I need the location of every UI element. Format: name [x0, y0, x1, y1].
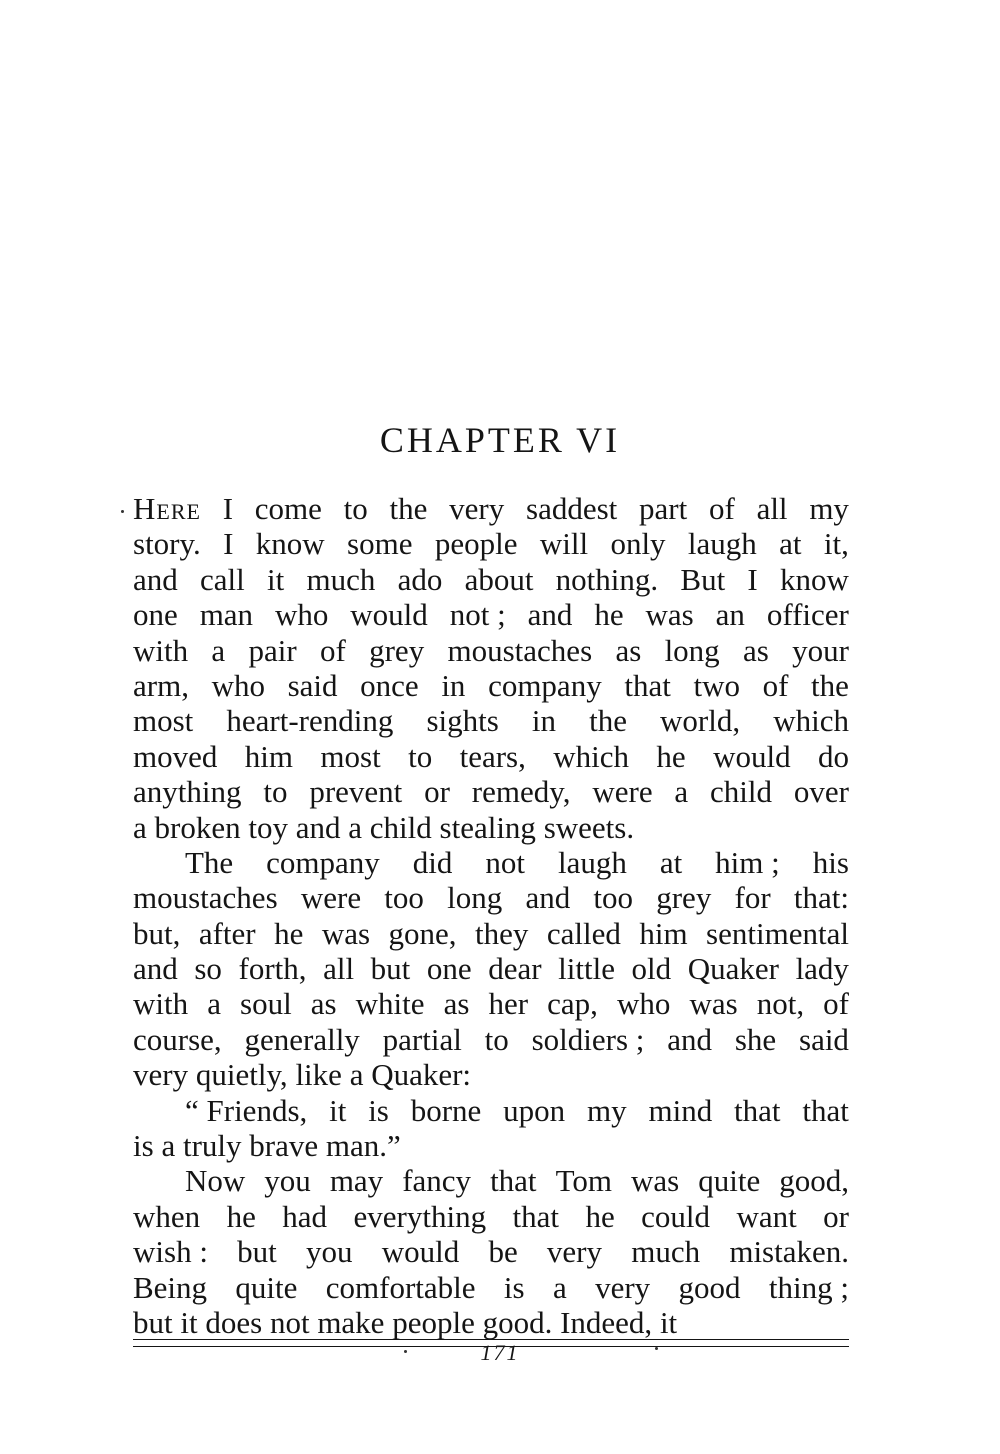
- word: who: [211, 667, 265, 703]
- word: he: [594, 597, 624, 633]
- lead-word: Here: [133, 491, 201, 526]
- word: he: [656, 738, 686, 774]
- word: as: [742, 632, 769, 668]
- word: much: [306, 561, 376, 597]
- word: Quaker:: [371, 1057, 472, 1093]
- word: the: [389, 491, 428, 526]
- word: part: [639, 491, 688, 526]
- word: ado: [397, 561, 443, 597]
- word: my: [809, 491, 849, 526]
- text-line: [133, 1199, 849, 1234]
- text-line: [133, 1234, 849, 1269]
- word: is: [133, 1128, 154, 1164]
- word: very: [133, 1057, 189, 1093]
- word: most: [320, 738, 381, 774]
- word: would: [350, 597, 428, 633]
- word: thing ;: [768, 1269, 849, 1305]
- word: was: [689, 986, 738, 1022]
- page-number: 171: [480, 1340, 520, 1365]
- word: I: [222, 491, 234, 526]
- word: nothing.: [555, 561, 659, 597]
- word: were: [592, 774, 653, 810]
- word: could: [641, 1198, 711, 1234]
- word: but: [370, 951, 411, 987]
- word: my: [587, 1092, 627, 1128]
- word: or: [424, 774, 450, 810]
- text-line: [133, 810, 849, 845]
- word: a: [161, 1128, 176, 1164]
- word: only: [610, 526, 666, 562]
- word: and: [133, 951, 178, 987]
- word: or: [823, 1198, 849, 1234]
- word: people: [434, 526, 518, 562]
- word: moustaches: [447, 632, 593, 668]
- word: grey: [656, 880, 712, 916]
- word: an: [715, 597, 745, 633]
- word: will: [539, 526, 589, 562]
- word: generally: [244, 1021, 360, 1057]
- text-line: [133, 1128, 849, 1163]
- text-line: [133, 1163, 849, 1198]
- word: remedy,: [471, 774, 571, 810]
- word: would: [713, 738, 791, 774]
- word: it,: [823, 526, 849, 562]
- word: very: [546, 1234, 603, 1270]
- word: everything: [353, 1198, 487, 1234]
- word: that: [490, 1163, 537, 1199]
- word: good,: [779, 1163, 849, 1199]
- word: not: [269, 1304, 310, 1340]
- word: said: [799, 1021, 849, 1057]
- text-line: [133, 916, 849, 951]
- word: the: [811, 667, 849, 703]
- word: for: [734, 880, 771, 916]
- word: little: [558, 951, 615, 987]
- word: soul: [240, 986, 292, 1022]
- word: she: [734, 1021, 777, 1057]
- word: a: [674, 774, 689, 810]
- word: long: [664, 632, 720, 668]
- word: so: [194, 951, 222, 987]
- word: the: [589, 703, 627, 739]
- word: that: [734, 1092, 781, 1128]
- word: know: [779, 561, 849, 597]
- word: and: [133, 561, 178, 597]
- word: when: [133, 1198, 201, 1234]
- word: Quaker: [687, 951, 779, 987]
- word: in: [531, 703, 556, 739]
- word: that: [512, 1198, 560, 1234]
- word: quietly,: [195, 1057, 288, 1093]
- word: some: [347, 526, 413, 562]
- word: is: [368, 1092, 389, 1128]
- word: not ;: [449, 597, 506, 633]
- word: know: [255, 526, 325, 562]
- word: story.: [133, 526, 201, 562]
- word: him ;: [715, 844, 780, 880]
- word: people: [392, 1304, 475, 1340]
- word: Indeed,: [560, 1304, 653, 1340]
- word: brave: [249, 1128, 319, 1164]
- word: make: [317, 1304, 385, 1340]
- word: tears,: [459, 738, 526, 774]
- word: two: [693, 667, 740, 703]
- word: officer: [766, 597, 849, 633]
- word: after: [198, 915, 256, 951]
- word: be: [488, 1234, 518, 1270]
- word: I: [747, 561, 758, 597]
- word: Now: [185, 1163, 246, 1199]
- word: is: [503, 1269, 525, 1305]
- word: long: [447, 880, 503, 916]
- word: saddest: [526, 491, 618, 526]
- word: at: [659, 844, 683, 880]
- word: one: [426, 951, 472, 987]
- word: sentimental: [706, 915, 849, 951]
- word: quite: [235, 1269, 298, 1305]
- word: it: [180, 1304, 198, 1340]
- word: called: [546, 915, 621, 951]
- word: and: [527, 597, 573, 633]
- word: Tom: [555, 1163, 612, 1199]
- word: too: [384, 880, 424, 916]
- text-line: [133, 1093, 849, 1128]
- word: do: [817, 738, 849, 774]
- word: fancy: [402, 1163, 472, 1199]
- word: anything: [133, 774, 242, 810]
- word: he: [226, 1198, 256, 1234]
- word: good: [678, 1269, 741, 1305]
- word: much: [631, 1234, 701, 1270]
- word: of: [708, 491, 735, 526]
- word: not,: [756, 986, 805, 1022]
- word: borne: [410, 1092, 482, 1128]
- word: to: [343, 491, 368, 526]
- word: they: [475, 915, 529, 951]
- word: did: [412, 844, 453, 880]
- word: I: [223, 526, 234, 562]
- word: very: [595, 1269, 651, 1305]
- word: not: [485, 844, 525, 880]
- word: were: [300, 880, 362, 916]
- word: toy: [248, 809, 288, 845]
- word: does: [205, 1304, 263, 1340]
- margin-mark: [404, 1350, 407, 1353]
- word: arm,: [133, 667, 189, 703]
- word: that:: [793, 880, 849, 916]
- word: had: [282, 1198, 328, 1234]
- word: most: [133, 703, 194, 739]
- word: good.: [482, 1304, 553, 1340]
- word: of: [762, 667, 789, 703]
- word: all: [756, 491, 788, 526]
- word: was: [321, 915, 371, 951]
- word: but,: [133, 915, 181, 951]
- word: a: [133, 809, 147, 845]
- word: man.”: [325, 1128, 401, 1164]
- word: soldiers ;: [531, 1021, 645, 1057]
- word: child: [710, 774, 773, 810]
- word: who: [274, 597, 329, 633]
- word: her: [488, 986, 529, 1022]
- word: Being: [133, 1269, 208, 1305]
- word: to: [263, 774, 288, 810]
- word: him: [244, 738, 293, 774]
- word: sweets.: [543, 809, 635, 845]
- word: world,: [660, 703, 741, 739]
- word: moustaches: [133, 880, 278, 916]
- word: as: [310, 986, 337, 1022]
- word: company: [266, 844, 380, 880]
- word: you: [306, 1234, 353, 1270]
- word: company: [488, 667, 602, 703]
- word: cap,: [547, 986, 598, 1022]
- word: which: [773, 703, 849, 739]
- word: dear: [488, 951, 542, 987]
- word: but: [237, 1234, 277, 1270]
- word: he: [585, 1198, 615, 1234]
- word: pair: [248, 632, 297, 668]
- word: stealing: [439, 809, 536, 845]
- word: a: [348, 809, 363, 845]
- word: grey: [369, 632, 425, 668]
- word: gone,: [388, 915, 457, 951]
- word: as: [443, 986, 470, 1022]
- word: forth,: [238, 951, 307, 987]
- word: “ Friends,: [185, 1092, 308, 1128]
- word: to: [484, 1021, 509, 1057]
- word: come: [254, 491, 322, 526]
- word: at: [779, 526, 802, 562]
- text-line: [133, 1057, 849, 1092]
- word: your: [792, 632, 849, 668]
- word: laugh: [687, 526, 757, 562]
- word: call: [200, 561, 245, 597]
- word: he: [274, 915, 304, 951]
- word: would: [381, 1234, 460, 1270]
- word: wish :: [133, 1234, 208, 1270]
- word: and: [295, 809, 341, 845]
- text-line: [133, 597, 849, 632]
- word: with: [133, 986, 189, 1022]
- word: of: [823, 986, 849, 1022]
- word: about: [464, 561, 534, 597]
- word: and: [525, 880, 571, 916]
- word: The: [185, 844, 234, 880]
- word: upon: [503, 1092, 566, 1128]
- word: was: [630, 1163, 680, 1199]
- word: with: [133, 632, 189, 668]
- word: it: [266, 561, 285, 597]
- word: want: [736, 1198, 797, 1234]
- word: over: [793, 774, 849, 810]
- word: very: [449, 491, 505, 526]
- word: a: [207, 986, 221, 1022]
- word: lady: [795, 951, 849, 987]
- word: moved: [133, 738, 218, 774]
- word: all: [323, 951, 355, 987]
- word: broken: [154, 809, 241, 845]
- word: course,: [133, 1021, 222, 1057]
- word: to: [408, 738, 433, 774]
- text-line: [133, 951, 849, 986]
- word: but: [133, 1304, 173, 1340]
- chapter-heading: CHAPTER VI: [379, 420, 621, 460]
- word: and: [667, 1021, 713, 1057]
- word: it: [659, 1304, 678, 1340]
- word: partial: [382, 1021, 462, 1057]
- word: child: [369, 809, 432, 845]
- word: sights: [426, 703, 499, 739]
- text-line: [133, 845, 849, 880]
- word: that: [802, 1092, 849, 1128]
- word: his: [812, 844, 849, 880]
- text-line: [133, 1022, 849, 1057]
- word: him: [639, 915, 688, 951]
- word: heart-rending: [226, 703, 394, 739]
- text-line: [133, 526, 849, 561]
- word: laugh: [557, 844, 627, 880]
- word: as: [615, 632, 642, 668]
- text-line: [133, 703, 849, 738]
- text-line: [133, 491, 849, 526]
- text-line: [133, 562, 849, 597]
- word: a: [552, 1269, 567, 1305]
- text-line: [133, 774, 849, 809]
- word: a: [349, 1057, 364, 1093]
- word: once: [360, 667, 419, 703]
- word: may: [329, 1163, 384, 1199]
- word: mind: [648, 1092, 713, 1128]
- word: in: [441, 667, 466, 703]
- word: man: [199, 597, 254, 633]
- word: one: [133, 597, 178, 633]
- text-line: [133, 633, 849, 668]
- word: was: [645, 597, 694, 633]
- word: too: [593, 880, 634, 916]
- text-line: [133, 986, 849, 1021]
- text-line: [133, 739, 849, 774]
- word: quite: [698, 1163, 761, 1199]
- margin-mark: [121, 510, 124, 513]
- word: white: [355, 986, 425, 1022]
- word: of: [319, 632, 346, 668]
- word: mistaken.: [729, 1234, 849, 1270]
- text-line: [133, 1305, 849, 1340]
- word: you: [264, 1163, 311, 1199]
- word: said: [287, 667, 338, 703]
- text-line: [133, 668, 849, 703]
- body-text: [133, 491, 849, 1341]
- word: which: [553, 738, 630, 774]
- word: old: [631, 951, 672, 987]
- text-line: [133, 880, 849, 915]
- margin-mark: [655, 1347, 658, 1350]
- word: comfortable: [325, 1269, 476, 1305]
- word: truly: [182, 1128, 242, 1164]
- word: But: [680, 561, 726, 597]
- word: prevent: [309, 774, 403, 810]
- word: like: [295, 1057, 342, 1093]
- word: who: [616, 986, 671, 1022]
- word: a: [211, 632, 226, 668]
- text-line: [133, 1270, 849, 1305]
- word: it: [329, 1092, 347, 1128]
- word: that: [624, 667, 671, 703]
